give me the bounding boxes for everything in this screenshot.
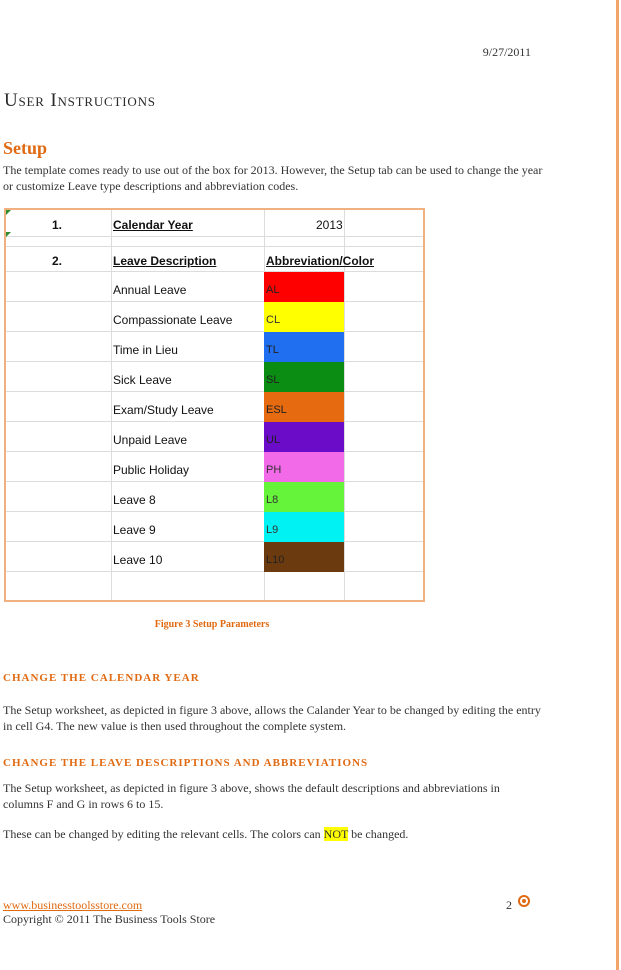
grid-line: [6, 481, 423, 482]
leave-description-cell: Annual Leave: [113, 283, 187, 297]
leave-description-cell: Exam/Study Leave: [113, 403, 214, 417]
grid-line: [6, 391, 423, 392]
leave-abbreviation: L8: [266, 494, 279, 506]
grid-line: [6, 541, 423, 542]
colors-note-before: These can be changed by editing the relevant cells. The colors can: [3, 827, 324, 841]
calendar-year-label: Calendar Year: [113, 218, 193, 232]
setup-intro: The template comes ready to use out of the box for 2013. However, the Setup tab can be used to change the year or customize Leave type descriptions and abbreviation codes.: [3, 163, 543, 193]
calendar-year-body: The Setup worksheet, as depicted in figure 3 above, allows the Calander Year to be changed by editing the entry in cell G4. The new value is then used throughout the complete system.: [3, 703, 541, 733]
grid-line: [6, 361, 423, 362]
header-date: 9/27/2011: [482, 45, 531, 59]
footer-website-link[interactable]: www.businesstoolsstore.com: [3, 898, 143, 912]
leave-color-swatch: [264, 362, 344, 392]
page-circle-icon: [518, 895, 530, 907]
page-edge: [616, 0, 619, 970]
leave-color-swatch: [264, 392, 344, 422]
leave-description-cell: Leave 8: [113, 493, 156, 507]
leave-descriptions-heading: CHANGE THE LEAVE DESCRIPTIONS AND ABBREVIATIONS: [3, 757, 369, 769]
leave-description-cell: Leave 9: [113, 523, 156, 537]
leave-abbreviation: L9: [266, 524, 279, 536]
leave-abbreviation: CL: [266, 314, 281, 326]
figure-caption: Figure 3 Setup Parameters: [154, 619, 270, 630]
leave-abbreviation: SL: [266, 374, 280, 386]
colors-note-after: be changed.: [348, 827, 409, 841]
grid-line: [6, 331, 423, 332]
leave-abbreviation: TL: [266, 344, 279, 356]
setup-sheet-figure: [4, 208, 425, 602]
page-number: 2: [506, 898, 512, 912]
leave-abbreviation: UL: [266, 434, 281, 446]
abbreviation-color-header: Abbreviation/Color: [266, 254, 375, 268]
cell-comment-marker: [6, 232, 11, 237]
leave-descriptions-body: The Setup worksheet, as depicted in figure 3 above, shows the default descriptions and abbreviations in columns F and G in rows 6 to 15.: [3, 781, 500, 811]
leave-description-header: Leave Description: [113, 254, 217, 268]
page-title: User Instructions: [4, 90, 156, 111]
leave-description-cell: Public Holiday: [113, 463, 190, 477]
setup-heading: Setup: [3, 138, 48, 158]
cell-comment-marker: [6, 210, 11, 215]
leave-description-cell: Compassionate Leave: [113, 313, 233, 327]
row-number-2: 2.: [52, 254, 63, 268]
grid-line: [6, 571, 423, 572]
leave-abbreviation: L10: [266, 554, 285, 566]
grid-line: [6, 271, 423, 272]
leave-color-swatch: [264, 422, 344, 452]
highlighted-not: NOT: [323, 827, 349, 841]
leave-description-cell: Unpaid Leave: [113, 433, 188, 447]
leave-abbreviation: AL: [266, 284, 280, 296]
leave-color-swatch: [264, 272, 344, 302]
leave-description-cell: Sick Leave: [113, 373, 172, 387]
grid-line: [6, 511, 423, 512]
calendar-year-value: 2013: [316, 218, 343, 232]
leave-description-cell: Time in Lieu: [113, 343, 178, 357]
leave-color-swatch: [264, 452, 344, 482]
grid-line: [6, 421, 423, 422]
grid-line: [6, 236, 423, 237]
row-number-1: 1.: [52, 218, 63, 232]
leave-abbreviation: ESL: [266, 404, 287, 416]
footer-copyright: Copyright © 2011 The Business Tools Store: [3, 912, 216, 926]
leave-color-swatch: [264, 332, 344, 362]
grid-line: [6, 246, 423, 247]
grid-line: [6, 451, 423, 452]
colors-note: [3, 826, 543, 842]
leave-abbreviation: PH: [266, 464, 282, 476]
leave-color-swatch: [264, 512, 344, 542]
grid-line: [6, 301, 423, 302]
leave-color-swatch: [264, 542, 344, 572]
leave-color-swatch: [264, 302, 344, 332]
calendar-year-heading: CHANGE THE CALENDAR YEAR: [3, 672, 200, 684]
leave-description-cell: Leave 10: [113, 553, 163, 567]
leave-color-swatch: [264, 482, 344, 512]
